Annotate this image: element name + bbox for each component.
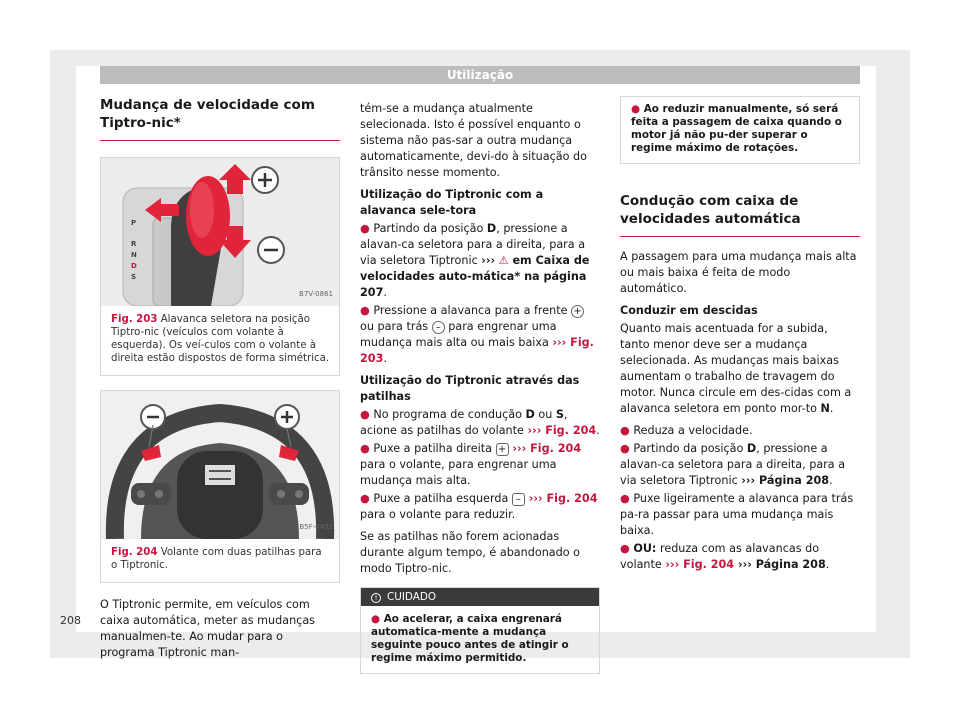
bullet-item [360,491,600,523]
figure-reference-link[interactable]: ››› Fig. 204 [527,424,597,437]
gear-letter: D [486,222,497,235]
reference-arrows: ››› [481,254,496,267]
intro-paragraph: O Tiptronic permite, em veículos com caixa automática, meter as mudanças manualmen-te. Ao mudar para o programa Tiptronic man- [100,598,316,659]
figure-203 [100,157,340,376]
column-3 [620,96,860,575]
figure-caption [101,539,339,582]
bullet-icon: ● [360,408,370,421]
bullet-item [360,303,600,367]
bullet-icon: ● [620,492,630,505]
bullet-icon: ● [360,304,370,317]
bullet-icon: ● [371,613,381,625]
minus-icon: – [432,321,445,334]
gear-s-label: S [131,273,137,281]
section-heading-tiptronic: Mudança de velocidade com Tiptro-nic* [100,96,340,141]
caution-body [361,606,599,673]
text: . [383,352,387,365]
text: Puxe a patilha direita [373,442,496,455]
cross-reference-link[interactable]: em Caixa de velocidades auto-mática* na página 207 [360,254,590,299]
text: . [383,286,387,299]
figure-reference-link[interactable]: ››› Fig. 203 [360,336,594,365]
figure-label: Fig. 204 [111,547,158,558]
bullet-item [360,221,600,301]
gear-letter: S [555,408,564,421]
text: Quanto mais acentuada for a subida, tanto menor deve ser a mudança selecionada. As mudanças mais baixas aumentam o trabalho de travagem do motor. Nunca circule em des-cidas com a alavanca seletora em ponto mor-to [620,322,852,415]
gear-letter: D [525,408,535,421]
gear-n-label: N [131,251,137,259]
text: Puxe ligeiramente a alavanca para trás pa-ra passar para uma mudança mais baixa. [620,492,854,537]
box-text: Ao reduzir manualmente, só será feita a passagem de caixa quando o motor já não pu-der superar o regime máximo de rotações. [631,103,842,154]
plus-icon: + [571,305,584,318]
page-reference-link[interactable]: ››› Página 208 [741,474,830,487]
gear-letter: D [746,442,757,455]
caution-icon: ! [371,593,381,603]
figure-reference-link[interactable]: ››› Fig. 204 [665,558,735,571]
paragraph [620,321,860,417]
caution-title: CUIDADO [387,591,437,603]
text: Pressione a alavanca para a frente [373,304,572,317]
bullet-item [620,423,860,439]
text: para o volante, para engrenar uma mudança mais alta. [360,458,557,487]
running-header: Utilização [100,66,860,84]
bullet-item [360,441,600,489]
column-2 [360,101,600,674]
text: . [825,558,830,571]
caution-continuation-box [620,96,860,164]
text: OU: [633,542,657,555]
text: , acione as patilhas do volante [360,408,568,437]
text: ou para trás [360,320,432,333]
caution-box [360,587,600,674]
text: . [829,474,833,487]
subheading-descents: Conduzir em descidas [620,304,758,317]
bullet-icon: ● [360,442,370,455]
text: Reduza a velocidade. [633,424,753,437]
paragraph: Se as patilhas não forem acionadas durante algum tempo, é abandonado o modo Tiptro-nic. [360,530,580,575]
page-reference-link[interactable]: ››› Página 208 [734,558,826,571]
caption-text: Alavanca seletora na posição Tiptro-nic (veículos com volante à esquerda). Os veí-culos com o volante à direita estão dispostos de forma simétrica. [111,314,330,364]
text: para engrenar uma mudança mais alta ou mais baixa [360,320,557,349]
text: . [829,402,834,415]
figure-204 [100,390,340,583]
text: No programa de condução [373,408,526,421]
steering-wheel-image [101,391,339,539]
gear-selector-image [101,158,339,306]
figure-caption [101,306,339,375]
warning-icon: ⚠ [498,254,509,267]
bullet-icon: ● [360,492,370,505]
continued-paragraph: tém-se a mudança atualmente selecionada. Isto é possível enquanto o sistema não pas-sar a outra mudança automaticamente, devi-do à situação do trânsito nesse momento. [360,102,587,179]
bullet-icon: ● [620,442,630,455]
bullet-icon: ● [631,103,641,115]
text: ou [534,408,556,421]
text: , pressione a alavan-ca seletora para a direita, para a via seletora Tiptronic [360,222,586,267]
bullet-icon: ● [620,424,630,437]
gear-letter: N [820,402,830,415]
caption-text: Volante com duas patilhas para o Tiptronic. [111,547,322,571]
figure-reference-link[interactable]: ››› Fig. 204 [508,442,582,455]
section-heading-automatic: Condução com caixa de velocidades automática [620,192,860,237]
steering-wheel-illustration [101,391,339,539]
caution-header [361,588,599,606]
text: Partindo da posição [633,442,747,455]
figure-label: Fig. 203 [111,314,158,325]
gear-p-label: P [131,219,137,227]
figure-reference-link[interactable]: ››› Fig. 204 [524,492,598,505]
text: Puxe a patilha esquerda [373,492,512,505]
image-code: B5F-0402 [299,523,333,531]
bullet-item [620,491,860,539]
bullet-icon: ● [360,222,370,235]
intro-paragraph: A passagem para uma mudança mais alta ou mais baixa é feita de modo automático. [620,250,857,295]
column-1 [100,96,340,667]
image-code: B7V-0861 [299,290,333,298]
plus-paddle-icon: + [496,443,509,456]
bullet-item [620,441,860,489]
text: para o volante para reduzir. [360,508,516,521]
gear-d-label: D [131,262,137,270]
page-number: 208 [60,614,81,627]
bullet-icon: ● [620,542,630,555]
text: reduza com as alavancas do volante [620,542,820,571]
bullet-item [620,541,860,573]
gear-labels [131,218,137,283]
minus-paddle-icon: – [512,493,525,506]
caution-text: Ao acelerar, a caixa engrenará automatica-mente a mudança seguinte pouco antes de atingir o regime máximo permitido. [371,613,569,664]
text: . [596,424,600,437]
subheading-paddles: Utilização do Tiptronic através das patilhas [360,374,580,403]
gear-r-label: R [131,240,137,248]
text: Partindo da posição [373,222,487,235]
bullet-item [360,407,600,439]
text: , pressione a alavan-ca seletora para a direita, para a via seletora Tiptronic [620,442,846,487]
subheading-lever: Utilização do Tiptronic com a alavanca sele-tora [360,188,544,217]
